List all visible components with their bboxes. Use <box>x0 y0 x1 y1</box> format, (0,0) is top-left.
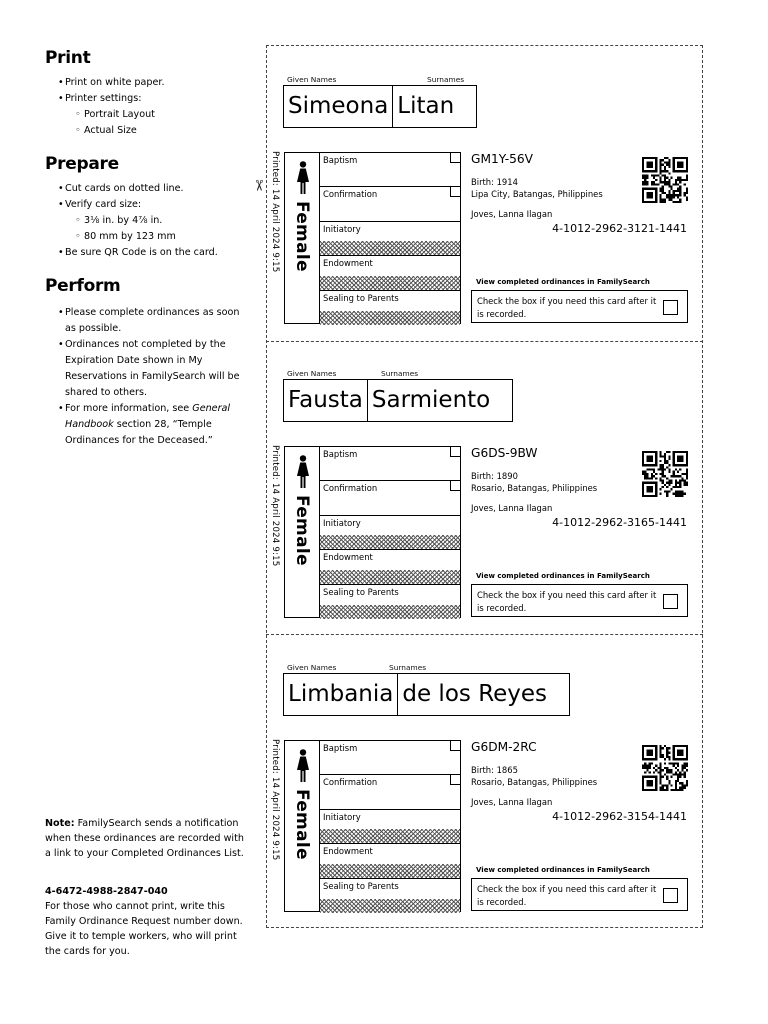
list-item: ◦ 3⅛ in. by 4⅞ in. <box>45 213 245 229</box>
ordinance-checkbox[interactable] <box>450 481 460 491</box>
ordinance-label: Sealing to Parents <box>323 880 399 891</box>
ordinance-confirmation <box>320 187 460 221</box>
ordinance-initiatory <box>320 222 460 256</box>
birth-info <box>471 470 597 494</box>
ordinance-baptism <box>320 153 460 187</box>
ordinance-label: Baptism <box>323 743 358 753</box>
ordinance-card <box>267 635 703 928</box>
ordinance-label: Baptism <box>323 155 358 165</box>
ordinance-list <box>319 446 461 618</box>
qr-code-icon <box>642 157 688 203</box>
birth-info <box>471 176 603 200</box>
given-names-label: Given Names <box>287 369 337 378</box>
need-card-box <box>471 290 688 323</box>
ordinance-baptism <box>320 447 460 481</box>
need-card-text: Check the box if you need this card after it is recorded. <box>477 296 657 319</box>
ordinance-checkbox[interactable] <box>450 741 460 751</box>
list-item-more-info <box>45 401 249 449</box>
ordinance-checkbox[interactable] <box>450 153 460 163</box>
ordinance-initiatory <box>320 516 460 550</box>
view-completed-ordinances-link[interactable]: View completed ordinances in FamilySearch <box>476 572 650 580</box>
ordinance-label: Sealing to Parents <box>323 586 399 597</box>
birth-info <box>471 764 597 788</box>
hatched-fill <box>320 829 460 843</box>
hatched-fill <box>320 899 460 913</box>
ordinance-label: Sealing to Parents <box>323 292 399 303</box>
need-card-box <box>471 878 688 911</box>
ordinance-sealing-to-parents <box>320 585 460 619</box>
female-icon <box>296 455 310 489</box>
name-box <box>283 379 513 422</box>
handbook-title: General Handbook <box>65 403 231 430</box>
scissors-icon: ✂ <box>249 179 268 192</box>
list-item: • Be sure QR Code is on the card. <box>45 245 245 261</box>
birth-place: Lipa City, Batangas, Philippines <box>471 189 603 199</box>
ordinance-label: Initiatory <box>323 811 361 822</box>
print-list <box>45 75 245 139</box>
ordinance-baptism <box>320 741 460 775</box>
ordinance-checkbox[interactable] <box>450 187 460 197</box>
qr-code-icon <box>642 745 688 791</box>
perform-list <box>45 305 245 449</box>
given-names-label: Given Names <box>287 663 337 672</box>
hatched-fill <box>320 276 460 290</box>
ordinance-card <box>267 47 703 340</box>
need-card-checkbox[interactable] <box>663 594 678 609</box>
prepare-heading: Prepare <box>45 154 119 174</box>
name-box <box>283 85 477 128</box>
hatched-fill <box>320 241 460 255</box>
gender-box <box>284 446 319 618</box>
ordinance-label: Baptism <box>323 449 358 459</box>
ordinance-confirmation <box>320 775 460 809</box>
ordinance-label: Confirmation <box>323 189 378 200</box>
birth-place: Rosario, Batangas, Philippines <box>471 483 598 493</box>
ordinance-card <box>267 341 703 634</box>
gender-box <box>284 152 319 324</box>
prepare-list <box>45 181 245 261</box>
ordinance-label: Endowment <box>323 846 373 857</box>
perform-heading: Perform <box>45 276 121 296</box>
card-number: 4-1012-2962-3165-1441 <box>552 516 687 529</box>
ordinance-initiatory <box>320 810 460 844</box>
given-name: Simeona <box>284 86 393 127</box>
list-item: • Ordinances not completed by the Expiration Date shown in My Reservations in FamilySearch will be shared to others. <box>45 337 249 401</box>
person-id: G6DM-2RC <box>471 740 537 754</box>
print-heading: Print <box>45 48 91 68</box>
female-icon <box>296 161 310 195</box>
ordinance-label: Initiatory <box>323 517 361 528</box>
birth-prefix: Birth: <box>471 471 497 481</box>
list-item: ◦ Portrait Layout <box>45 107 245 123</box>
list-item: • Verify card size: <box>45 197 245 213</box>
birth-year: 1914 <box>496 177 518 187</box>
family-name: Joves, Lanna Ilagan <box>471 503 553 513</box>
list-item: ◦ Actual Size <box>45 123 245 139</box>
note-paragraph <box>45 816 245 861</box>
note-label: Note: <box>45 818 75 829</box>
birth-year: 1890 <box>496 471 518 481</box>
note-text: FamilySearch sends a notification when these ordinances are recorded with a link to your Completed Ordinances List. <box>45 818 244 859</box>
given-name: Limbania <box>284 674 398 715</box>
more-info-prefix: For more information, see <box>65 403 193 414</box>
request-text: For those who cannot print, write this Family Ordinance Request number down. Give it to temple workers, who will print the cards for you. <box>45 901 243 957</box>
ordinance-confirmation <box>320 481 460 515</box>
card-number: 4-1012-2962-3121-1441 <box>552 222 687 235</box>
given-name: Fausta <box>284 380 368 421</box>
surnames-label: Surnames <box>427 75 465 84</box>
birth-prefix: Birth: <box>471 177 497 187</box>
ordinance-endowment <box>320 550 460 584</box>
ordinance-label: Initiatory <box>323 223 361 234</box>
ordinance-checkbox[interactable] <box>450 447 460 457</box>
hatched-fill <box>320 570 460 584</box>
list-item: • Cut cards on dotted line. <box>45 181 245 197</box>
printed-date: Printed: 14 April 2024 9:15 <box>270 151 280 273</box>
surnames-label: Surnames <box>381 369 419 378</box>
hatched-fill <box>320 864 460 878</box>
need-card-box <box>471 584 688 617</box>
ordinance-endowment <box>320 256 460 290</box>
ordinance-label: Confirmation <box>323 483 378 494</box>
qr-code-icon <box>642 451 688 497</box>
list-item: • Please complete ordinances as soon as possible. <box>45 305 249 337</box>
surname: Litan <box>397 93 455 119</box>
ordinance-label: Endowment <box>323 258 373 269</box>
view-completed-ordinances-link[interactable]: View completed ordinances in FamilySearch <box>476 278 650 286</box>
request-number: 4-6472-4988-2847-040 <box>45 886 168 897</box>
gender-box <box>284 740 319 912</box>
more-info-suffix: section 28, “Temple Ordinances for the Deceased.” <box>65 419 213 446</box>
ordinance-list <box>319 152 461 324</box>
person-id: GM1Y-56V <box>471 152 533 166</box>
need-card-text: Check the box if you need this card after it is recorded. <box>477 884 657 907</box>
birth-prefix: Birth: <box>471 765 497 775</box>
need-card-checkbox[interactable] <box>663 888 678 903</box>
list-item: • Printer settings: <box>45 91 245 107</box>
gender-label: Female <box>292 789 312 860</box>
need-card-checkbox[interactable] <box>663 300 678 315</box>
hatched-fill <box>320 311 460 325</box>
ordinance-sealing-to-parents <box>320 879 460 913</box>
ordinance-label: Confirmation <box>323 777 378 788</box>
ordinance-endowment <box>320 844 460 878</box>
ordinance-list <box>319 740 461 912</box>
family-name: Joves, Lanna Ilagan <box>471 209 553 219</box>
name-box <box>283 673 570 716</box>
list-item: • Print on white paper. <box>45 75 245 91</box>
birth-year: 1865 <box>496 765 518 775</box>
card-number: 4-1012-2962-3154-1441 <box>552 810 687 823</box>
family-name: Joves, Lanna Ilagan <box>471 797 553 807</box>
surname: Sarmiento <box>371 387 491 413</box>
gender-label: Female <box>292 201 312 272</box>
request-paragraph <box>45 884 245 959</box>
person-id: G6DS-9BW <box>471 446 538 460</box>
given-names-label: Given Names <box>287 75 337 84</box>
surname: de los Reyes <box>402 681 548 707</box>
surnames-label: Surnames <box>389 663 427 672</box>
list-item: ◦ 80 mm by 123 mm <box>45 229 245 245</box>
ordinance-checkbox[interactable] <box>450 775 460 785</box>
printed-date: Printed: 14 April 2024 9:15 <box>270 445 280 567</box>
printed-date: Printed: 14 April 2024 9:15 <box>270 739 280 861</box>
ordinance-label: Endowment <box>323 552 373 563</box>
need-card-text: Check the box if you need this card after it is recorded. <box>477 590 657 613</box>
ordinance-sealing-to-parents <box>320 291 460 325</box>
gender-label: Female <box>292 495 312 566</box>
hatched-fill <box>320 605 460 619</box>
view-completed-ordinances-link[interactable]: View completed ordinances in FamilySearch <box>476 866 650 874</box>
birth-place: Rosario, Batangas, Philippines <box>471 777 598 787</box>
hatched-fill <box>320 535 460 549</box>
female-icon <box>296 749 310 783</box>
